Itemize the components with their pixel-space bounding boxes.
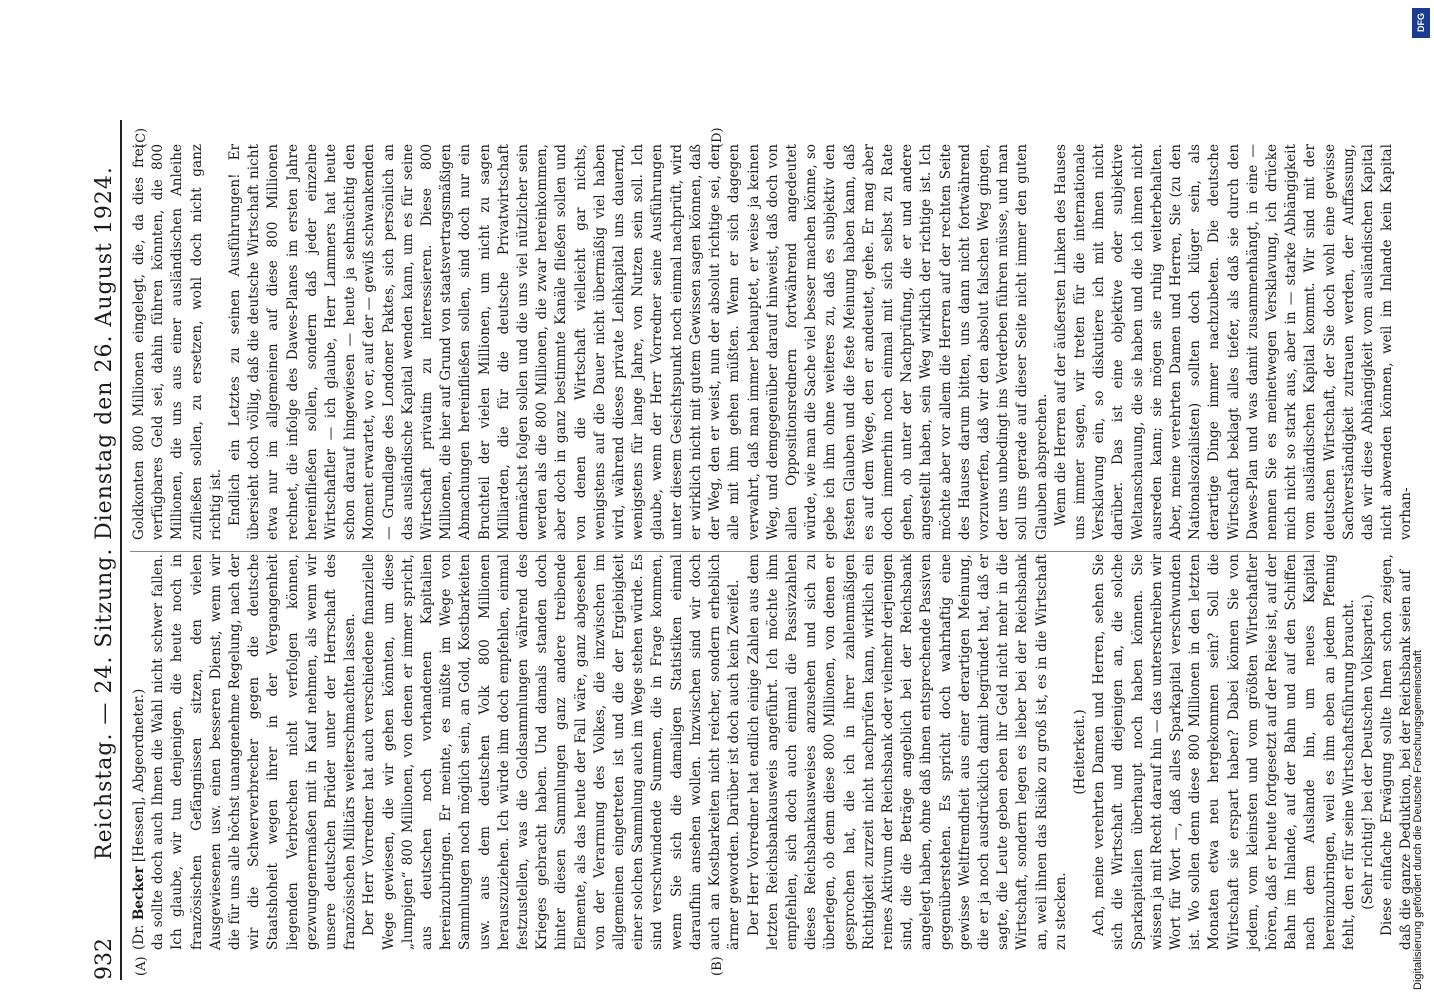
rotated-document-page [90, 120, 1415, 980]
credit-text: Digitalisierung gefördert durch die Deutsche Forschungsgemeinschaft [1412, 650, 1424, 990]
speaker-line [130, 554, 149, 950]
dfg-logo [1412, 8, 1430, 38]
paragraph: Der Herr Vorredner hat endlich einige Zahlen aus dem letzten Reichsbankausweis angeführt. Ich möchte ihm empfehlen, sich doch auch einmal die Passivzahlen dieses Reichsbankausweises anzusehen und sich zu überlegen, ob denn diese 800 Millionen, von denen er gesprochen hat, die ich in ihrer zahlenmäßigen Richtigkeit zurzeit nicht nachprüfen kann, wirklich ein reines Aktivum der Reichsbank oder vielmehr derjenigen sind, die die Beträge angeblich bei der Reichsbank angelegt haben, ohne daß ihnen entsprechende Passiven gegenüberstehen. Es spricht doch wahrhaftig eine gewisse Weltfremdheit aus einer derartigen Meinung, die er ja noch ausdrücklich damit begründet hat, daß er sagte, die Leute geben eben ihr Geld nicht mehr in die Wirtschaft, sondern legen es lieber bei der Reichsbank an, weil ihnen das Risiko zu groß ist, es in die Wirtschaft zu stecken. [745, 554, 1069, 950]
margin-marker-b: (B) [710, 956, 725, 976]
paragraph: Wenn die Herren auf der äußersten Linken des Hauses uns immer sagen, wir treten für die internationale Versklavung ein, so diskutiere ich mit ihnen nicht darüber. Das ist eine objektive oder subjektive Weltanschauung, die sie haben und die ich ihnen nicht ausreden kann; sie mögen sie ruhig weiterbehalten. Aber, meine verehrten Damen und Herren, Sie (zu den Nationalsozialisten) sollten doch klüger sein, als derartige Dinge immer nachzubeten. Die deutsche Wirtschaft beklagt alles tiefer, als daß sie durch den Dawes-Plan und was damit zusammenhängt, in eine — nennen Sie es meinetwegen Versklavung, ich drücke mich nicht so stark aus, aber in — starke Abhängigkeit vom ausländischen Kapital kommt. Wir sind mit der deutschen Wirtschaft, der Sie doch wohl eine gewisse Sachverständigkeit zutrauen werden, der Auffassung, daß wir diese Abhängigkeit vom ausländischen Kapital nicht abwenden können, weil im Inlande kein Kapital vorhan- [1052, 144, 1415, 540]
margin-marker-c: (C) [134, 127, 149, 148]
session-date: Dienstag den 26. August 1924. [92, 166, 117, 540]
interjection: (Heiterkeit.) [1071, 709, 1088, 795]
paragraph: Der Herr Vorredner hat auch verschiedene finanzielle Wege gewiesen, die wir gehen könnten, um diese „lumpigen“ 800 Millionen, von denen er immer spricht, aus deutschen noch vorhandenen Kapitalien hereinzubringen. Er meinte, es müßte im Wege von Sammlungen noch möglich sein, an Gold, Kostbarkeiten usw. aus dem deutschen Volk 800 Millionen herauszuziehen. Ich würde ihm doch empfehlen, einmal festzustellen, was die Goldsammlungen während des Krieges gebracht haben. Und damals standen doch hinter diesen Sammlungen ganz andere treibende Elemente, als das heute der Fall wäre, ganz abgesehen von der Verarmung des Volkes, die inzwischen im allgemeinen eingetreten ist und die der Ergiebigkeit einer solchen Sammlung auch im Wege stehen würde. Es sind verschwindende Summen, die in Frage kommen, wenn Sie sich die damaligen Statistiken einmal daraufhin ansehen wollen. Inzwischen sind wir doch auch an Kostbarkeiten nicht reicher, sondern erheblich ärmer geworden. Darüber ist doch auch kein Zweifel. [361, 554, 743, 950]
speaker-name: Becker [131, 866, 147, 921]
page-header [90, 120, 122, 980]
paragraph: Goldkonten 800 Millionen eingelegt, die, da dies frei verfügbares Geld sei, dahin führen könnten, die 800 Millionen, die uns aus einer ausländischen Anleihe zufließen sollen, zu ersetzen, wohl doch nicht ganz richtig ist. [131, 144, 224, 540]
column-divider [130, 551, 1320, 552]
right-column [130, 143, 1415, 540]
speaker-prefix: (Dr. [131, 924, 147, 950]
speaker-suffix: [Hessen], Abgeordneter.) [131, 688, 147, 863]
paragraph: Ach, meine verehrten Damen und Herren, sehen Sie sich die Wirtschaft und diejenigen an, die solche Sparkapitalien überhaupt noch haben können. Sie wissen ja mit Recht darauf hin — das unterschreiben wir Wort für Wort —, daß alles Sparkapital verschwunden ist. Wo sollen denn diese 800 Millionen in den letzten Monaten etwa neu hergekommen sein? Soll die Wirtschaft sie erspart haben? Dabei können Sie von jedem, vom kleinsten und vom größten Wirtschaftler hören, daß er heute fortgesetzt auf der Reise ist, auf der Bahn im Inlande, auf der Bahn und auf den Schiffen nach dem Auslande hin, um neues Kapital hereinzubringen, weil es ihm eben an jedem Pfennig fehlt, den er für seine Wirtschaftsführung braucht. [1091, 554, 1357, 950]
paragraph: Endlich ein Letztes zu seinen Ausführungen! Er übersieht doch völlig, daß die deutsche Wirtschaft nicht etwa nur im allgemeinen auf diese 800 Millionen rechnet, die infolge des Dawes-Planes im ersten Jahre hereinfließen sollen, sondern daß jeder einzelne Wirtschaftler — ich glaube, Herr Lammers hat heute schon darauf hingewiesen — heute ja sehnsüchtig den Moment erwartet, wo er, auf der — gewiß schwankenden — Grundlage des Londoner Paktes, sich persönlich an das ausländische Kapital wenden kann, um es für seine Wirtschaft privatim zu interessieren. Diese 800 Millionen, die hier auf Grund von staatsvertragsmäßigen Abmachungen hereinfließen sollen, sind doch nur ein Bruchteil der vielen Millionen, um nicht zu sagen Milliarden, die für die deutsche Privatwirtschaft demnächst folgen sollen und die uns viel nützlicher sein werden als die 800 Millionen, die zwar hereinkommen, aber doch in ganz bestimmte Kanäle fließen sollen und von denen die Wirtschaft vielleicht gar nichts, wenigstens auf die Dauer nicht übermäßig viel haben wird, während dieses private Leihkapital uns dauernd, wenigstens für lange Jahre, von Nutzen sein soll. Ich glaube, wenn der Herr Vorredner seine Ausführungen unter diesem Gesichtspunkt noch einmal nachprüft, wird er wirklich nicht mit gutem Gewissen sagen können, daß der Weg, den er weist, nun der absolut richtige sei, den alle mit ihm gehen müßten. Wenn er sich dagegen verwahrt, daß man immer behauptet, er weise ja keinen Weg, und demgegenüber darauf hinweist, daß doch von allen Oppositionsrednern fortwährend angedeutet würde, wie man die Sache viel besser machen könne, so gebe ich ihm ohne weiteres zu, daß es subjektiv den festen Glauben und die feste Meinung haben kann, daß es auf dem Wege, den er andeutet, gehe. Er mag aber doch immerhin noch einmal mit sich selbst zu Rate gehen, ob unter der Nachprüfung, die er und andere angestellt haben, sein Weg wirklich der richtige ist. Ich möchte aber vor allem die Herren auf der rechten Seite des Hauses darum bitten, uns dann nicht fortwährend vorzuwerfen, daß wir den absolut falschen Weg gingen, der uns unbedingt ins Verderben führen müsse, und man soll uns gerade auf dieser Seite nicht immer den guten Glauben absprechen. [227, 143, 1050, 540]
margin-marker-d: (D) [710, 127, 725, 148]
paragraph: Diese einfache Erwägung sollte Ihnen schon zeigen, daß die ganze Deduktion, bei der Reichsbank seien auf [1379, 554, 1415, 950]
dfg-logo-text: DFG [1416, 13, 1426, 33]
left-column [130, 554, 1415, 950]
session-title: Reichstag. — 24. Sitzung. [92, 547, 117, 860]
page-number: 932 [92, 938, 117, 980]
margin-marker-a: (A) [134, 956, 149, 976]
digitization-credit [1408, 10, 1428, 990]
paragraph: da sollte doch auch Ihnen die Wahl nicht schwer fallen. Ich glaube, wir tun denjenigen, die heute noch in französischen Gefängnissen sitzen, den vielen Ausgewiesenen usw. einen besseren Dienst, wenn wir die für uns alle höchst unangenehme Regelung, nach der wir die Schwerverbrecher gegen die deutsche Staatshoheit wegen ihrer in der Vergangenheit liegenden Verbrechen nicht verfolgen können, gezwungenermaßen mit in Kauf nehmen, als wenn wir unsere deutschen Brüder unter der Herrschaft des französischen Militärs weiterschmachten lassen. [150, 554, 359, 950]
interjection: (Sehr richtig! bei der Deutschen Volkspartei.) [1360, 594, 1376, 910]
